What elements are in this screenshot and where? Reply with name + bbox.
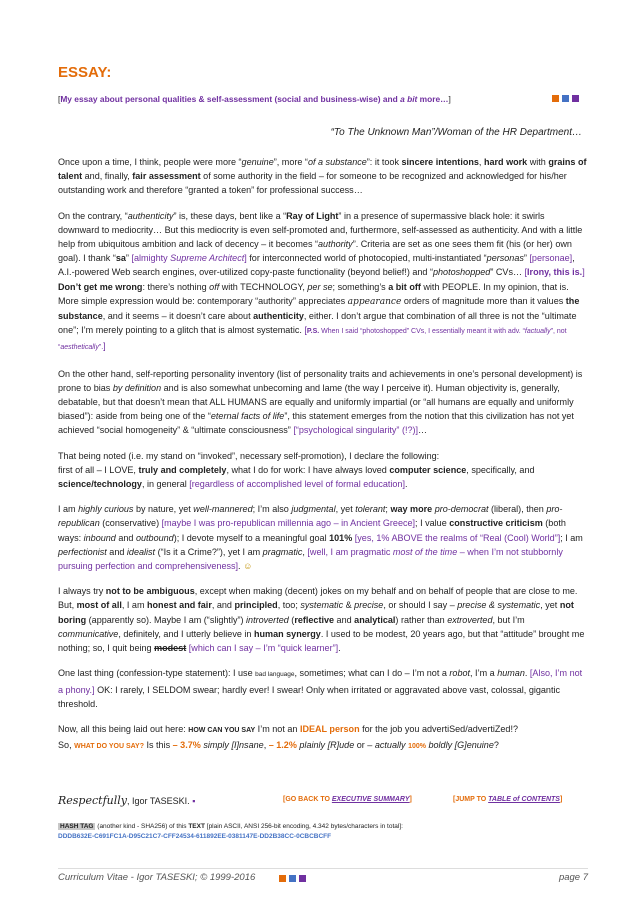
essay-quote: “To The Unknown Man”/Woman of the HR Department… bbox=[330, 127, 582, 138]
paragraph-8: Now, all this being laid out here: HOW CAN YOU SAY I’m not an IDEAL person for the job you advertiSed/advertiZed!? So, WHAT DO YOU SAY? Is this – 3.7% simply [I]nsane, – 1.2% plainly [R]ude or – actually 100% boldly [G]enuine? bbox=[58, 723, 519, 751]
subtitle-italic: a bit bbox=[400, 94, 418, 104]
paragraph-3: On the other hand, self-reporting personality inventory (list of personality traits and achievements in one’s personal development) is prone to bias by definition and is also somewhat unbecoming and lame (the way I perceive it). Human objectivity is, generally, debatable, but that doesn’t mean that ALL HUMANS are equally and uniformly impartial (or “all humans are equally and uniformly biased”): aside from being one of the “eternal facts of life”, this statement emerges from the notion that this civilization has not yet achieved “social homogeneity” & “ultimate consciousness” [“psychological singularity” (!?)]… bbox=[58, 368, 583, 436]
bracket: ] bbox=[448, 94, 451, 104]
orange-square-icon bbox=[552, 95, 559, 102]
paragraph-6: I always try not to be ambiguous, except when making (decent) jokes on my behalf and on behalf of people that are close to me. But, most of all, I am honest and fair, and principled, too; systematic & precise, or should I say – precise & systematic, yet not boring (apparently so). Maybe I am (“slightly”) introverted (reflective and analytical) rather than extroverted, but I’m communicative, definitely, and I utterly believe in human synergy. I used to be modest, 20 years ago, but that “attitude” brought me nothing; so, I quit being modest [which can I say – I’m “quick learner”]. bbox=[58, 586, 585, 654]
page-title: ESSAY: bbox=[58, 64, 112, 81]
hash-code: DDDB632E-C691FC1A-D95C21C7-CFF24534-611892EE-0381147E-DD2B38CC-0CBCBCFF bbox=[58, 833, 332, 840]
table-of-contents-link[interactable]: TABLE of CONTENTS bbox=[488, 796, 560, 803]
signature-script: Respectfully bbox=[58, 794, 127, 807]
go-back-link-group bbox=[283, 796, 412, 803]
paragraph-4: That being noted (i.e. my stand on “invoked”, necessary self-promotion), I declare the following: first of all – I LOVE, truly and completely, what I do for work: I have always loved computer science, specifically, and science/technology, in general [regardless of accomplished level of formal education]. bbox=[58, 450, 535, 490]
hash-desc-tail: [plain ASCII, ANSI 256-bit encoding, 4.342 bytes/characters in total]: bbox=[204, 823, 403, 830]
orange-square-icon bbox=[279, 875, 286, 882]
page-number: page 7 bbox=[558, 872, 588, 883]
bullet-icon: ▪ bbox=[192, 796, 196, 806]
paragraph-5: I am highly curious by nature, yet well-mannered; I’m also judgmental, yet tolerant; way more pro-democrat (liberal), then pro-republican (conservative) [maybe I was pro-republican millennia ago – in Ancient Greece]; I value constructive criticism (both ways: inbound and outbound); I devote myself to a meaningful goal 101% [yes, 1% ABOVE the realms of “Real (Cool) World”]; I am perfectionist and idealist (“Is it a Crime?”), yet I am pragmatic, [well, I am pragmatic most of the time – when I’m not stubbornly pursuing perfection and comprehensiveness]. ☺ bbox=[58, 504, 583, 572]
hash-desc: (another kind - SHA256) of this bbox=[95, 823, 189, 830]
link-suffix: ] bbox=[559, 796, 563, 803]
decorative-squares bbox=[552, 95, 579, 102]
paragraph-2: On the contrary, “authenticity” is, these days, bent like a “Ray of Light” in a presence of supermassive black hole: it swirls downward to mediocrity… But this mediocrity is even self-promoted and, furthermore, self-assessed as authenticity. And with a little help from ubiquitous ambition and lack of decency – it becomes “authority”. Criteria are set as one sees them fit (his (or her) own goal). I thank “sa” [almighty Supreme Architect] for interconnected world of photocopied, multi-instantiated “personas” [personae], A.I.-powered Web search engines, over-utilized copy-paste functionality (beyond belief!) and “photoshopped” CVs… [Irony, this is.] Don’t get me wrong: there’s nothing off with TECHNOLOGY, per se; something’s a bit off with PEOPLE. In my opinion, that is. More simple expression would be: contemporary “authority” appreciates appearance orders of magnitude more than it values the substance, and it seems – it doesn’t care about authenticity, either. I don’t argue that combination of all three is not the “ultimate one”; I’m merely pointing to a glitch that is almost systematic. [P.S. When I said “photoshopped” CVs, I essentially meant it with adv. “factually”, not “aesthetically”.] bbox=[58, 210, 585, 352]
smiley-icon: ☺ bbox=[243, 561, 253, 572]
footer-text: Curriculum Vitae - Igor TASESKI; © 1999-2016 bbox=[58, 872, 256, 883]
hash-tag-label: HASH TAG bbox=[60, 823, 94, 830]
jump-link-group bbox=[453, 796, 562, 803]
subtitle-tail: more… bbox=[417, 94, 449, 104]
paragraph-1: Once upon a time, I think, people were more “genuine”, more “of a substance”: it took sincere intentions, hard work with grains of talent and, finally, fair assessment of some authority in the field – for someone to be recognized and acknowledged for his/her outstanding work and therefore “granted a token” for professional success… bbox=[58, 157, 587, 196]
signature-name: , Igor TASESKI. bbox=[126, 796, 190, 806]
page-footer bbox=[58, 868, 588, 883]
link-prefix: [GO BACK TO bbox=[283, 796, 332, 803]
purple-square-icon bbox=[299, 875, 306, 882]
hash-tag-block bbox=[58, 822, 578, 842]
subtitle-text bbox=[60, 94, 448, 104]
essay-subtitle bbox=[58, 94, 451, 104]
paragraph-7: One last thing (confession-type statement): I use bad language, sometimes; what can I do – I’m not a robot, I’m a human. [Also, I’m not a phony.] OK: I rarely, I SELDOM swear; hardly ever! I swear! Only when irritated or aggravated above vast, colossal, gigantic threshold. bbox=[58, 668, 583, 709]
bracket: [ bbox=[58, 94, 61, 104]
purple-square-icon bbox=[572, 95, 579, 102]
blue-square-icon bbox=[562, 95, 569, 102]
hash-desc-bold: TEXT bbox=[188, 823, 205, 830]
essay-body bbox=[58, 155, 588, 765]
subtitle-main: My essay about personal qualities & self-assessment (social and business-wise) and bbox=[60, 94, 401, 104]
link-suffix: ] bbox=[409, 796, 412, 803]
executive-summary-link[interactable]: EXECUTIVE SUMMARY bbox=[331, 796, 410, 803]
blue-square-icon bbox=[289, 875, 296, 882]
footer-squares bbox=[279, 875, 306, 882]
link-prefix: [JUMP TO bbox=[453, 796, 489, 803]
